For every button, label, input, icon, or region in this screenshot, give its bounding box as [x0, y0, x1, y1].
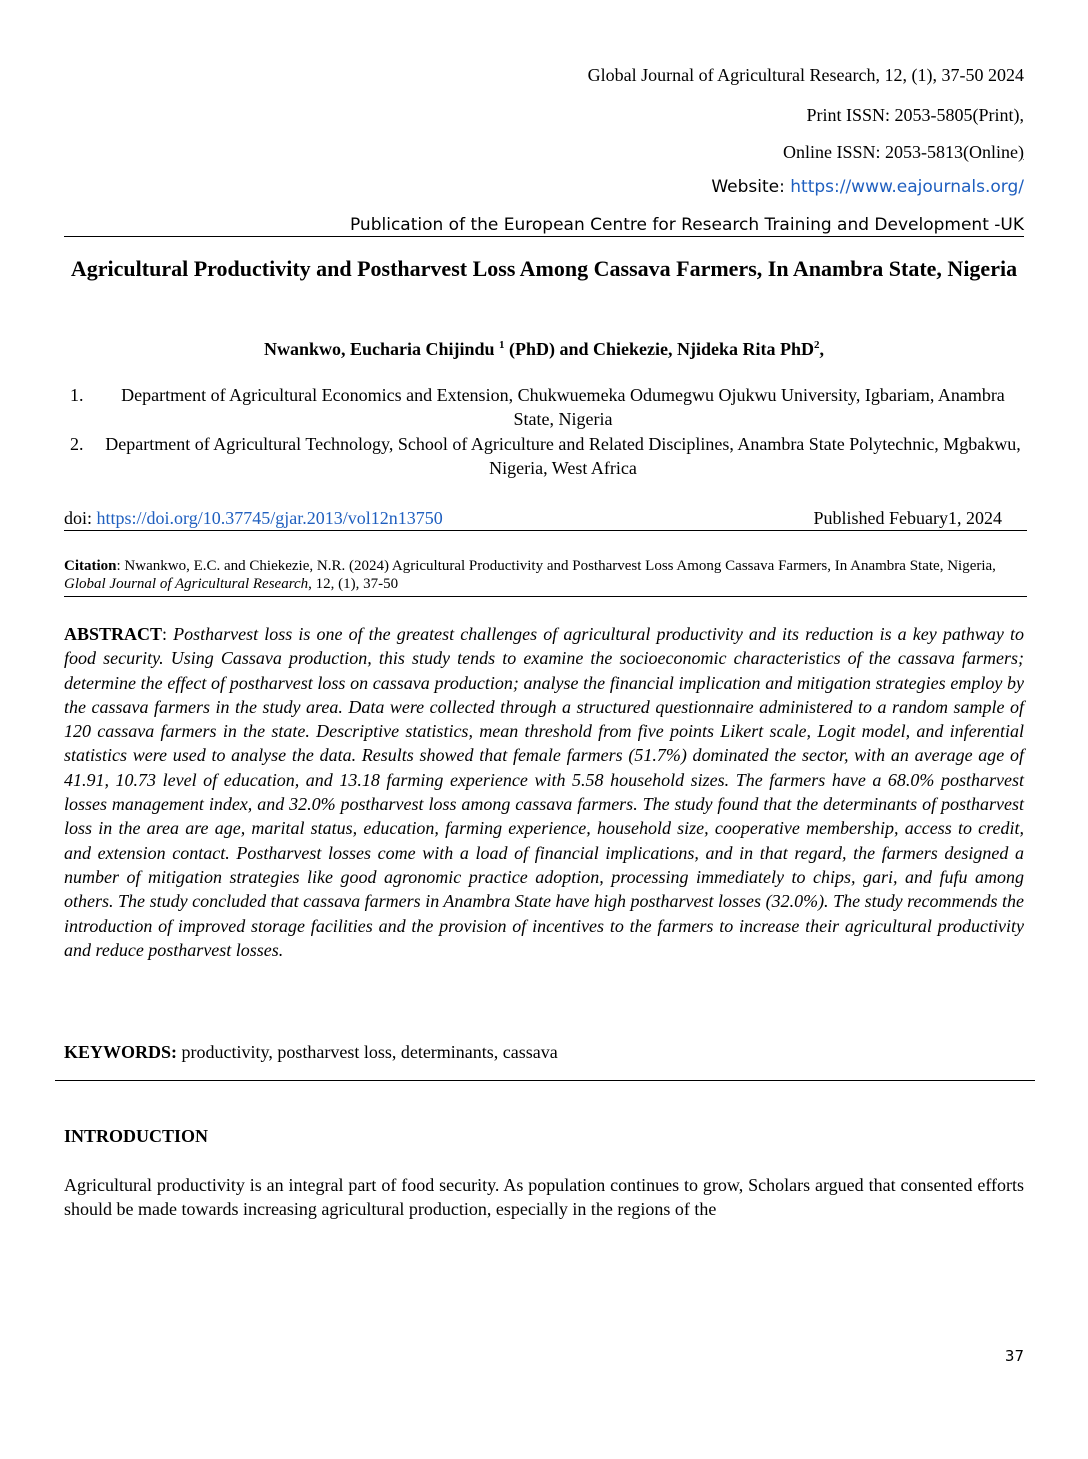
authors-line: Nwankwo, Eucharia Chijindu $^1$ (PhD) and Chiekezie, Njideka Rita PhD$^2$,: [263, 339, 825, 359]
online-issn: Online ISSN: 2053-5813(Online): [783, 142, 1024, 162]
page-number: 37: [1004, 1347, 1024, 1365]
doi-line: doi: https://doi.org/10.37745/gjar.2013/vol12n13750: [64, 508, 443, 528]
doi-link[interactable]: https://doi.org/10.37745/gjar.2013/vol12n13750: [96, 508, 443, 528]
website-link[interactable]: https://www.eajournals.org/: [790, 177, 1024, 197]
introduction-heading: INTRODUCTION: [64, 1126, 209, 1146]
website-label: Website:: [711, 177, 791, 197]
keywords-divider: [55, 1080, 1035, 1081]
keywords: KEYWORDS: productivity, postharvest loss, determinants, cassava: [64, 1042, 558, 1062]
abstract-text: Postharvest loss is one of the greatest challenges of agricultural productivity and its reduction is a key pathway to food security. Using Cassava production, this study tends to examine the socioeconomic characteristics of the cassava farmers; determine the effect of postharvest loss on cassava production; analyse the financial implication and mitigation strategies employ by the cassava farmers in the study area. Data were collected through a structured questionnaire administered to a random sample of 120 cassava farmers in the state. Descriptive statistics, mean threshold from five points Likert scale, Logit model, and inferential statistics were used to analyse the data. Results showed that female farmers (51.7%) dominated the sector, with an average age of 41.91, 10.73 level of education, and 13.18 farming experience with 5.58 household sizes. The farmers have a 68.0% postharvest losses management index, and 32.0% postharvest loss among cassava farmers. The study found that the determinants of postharvest loss in the area are age, marital status, education, farming experience, household size, cooperative membership, access to credit, and extension contact. Postharvest losses come with a load of financial implications, and in that regard, the farmers designed a number of mitigation strategies like good agronomic practice adoption, processing immediately to chips, gari, and fufu among others. The study concluded that cassava farmers in Anambra State have high postharvest losses (32.0%). The study recommends the introduction of improved storage facilities and the provision of incentives to the farmers to increase their agricultural productivity and reduce postharvest losses.: [64, 624, 1024, 960]
abstract-label: ABSTRACT: [64, 624, 163, 644]
header-divider: [64, 236, 1024, 237]
article-title: Agricultural Productivity and Postharvest Loss Among Cassava Farmers, In Anambra State, Nigeria: [70, 256, 1018, 281]
publisher-line: Publication of the European Centre for Research Training and Development -UK: [349, 215, 1024, 235]
website-line: [711, 176, 1024, 198]
doi-divider: [64, 530, 1027, 531]
published-date: Published Febuary1, 2024: [813, 508, 1002, 528]
journal-citation-line: Global Journal of Agricultural Research, 12, (1), 37-50 2024: [587, 65, 1024, 85]
affiliation-2: 2. Department of Agricultural Technology, School of Agriculture and Related Disciplines, Anambra State Polytechnic, Mgbakwu, Nigeria, West Africa: [70, 434, 1021, 478]
citation: Citation: Nwankwo, E.C. and Chiekezie, N.R. (2024) Agricultural Productivity and Postharvest Loss Among Cassava Farmers, In Anambra State, Nigeria, Global Journal of Agricultural Research, 12, (1), 37-50: [64, 558, 996, 592]
print-issn: Print ISSN: 2053-5805(Print),: [806, 105, 1024, 125]
citation-divider: [64, 596, 1027, 597]
abstract: ABSTRACT: Postharvest loss is one of the greatest challenges of agricultural productivity and its reduction is a key pathway to food security. Using Cassava production, this study tends to examine the socioeconomic characteristics of the cassava farmers; determine the effect of postharvest loss on cassava production; analyse the financial implication and mitigation strategies employ by the cassava farmers in the study area. Data were collected through a structured questionnaire administered to a random sample of 120 cassava farmers in the state. Descriptive statistics, mean threshold from five points Likert scale, Logit model, and inferential statistics were used to analyse the data. Results showed that female farmers (51.7%) dominated the sector, with an average age of 41.91, 10.73 level of education, and 13.18 farming experience with 5.58 household sizes. The farmers have a 68.0% postharvest losses management index, and 32.0% postharvest loss among cassava farmers. The study found that the determinants of postharvest loss in the area are age, marital status, education, farming experience, household size, cooperative membership, access to credit, and extension contact. Postharvest losses come with a load of financial implications, and in that regard, the farmers designed a number of mitigation strategies like good agronomic practice adoption, processing immediately to chips, gari, and fufu among others. The study concluded that cassava farmers in Anambra State have high postharvest losses (32.0%). The study recommends the introduction of improved storage facilities and the provision of incentives to the farmers to increase their agricultural productivity and reduce postharvest losses.: [64, 624, 1024, 960]
introduction-paragraph: Agricultural productivity is an integral part of food security. As population continues to grow, Scholars argued that consented efforts should be made towards increasing agricultural production, especially in the regions of the: [64, 1175, 1024, 1219]
affiliation-1: 1. Department of Agricultural Economics and Extension, Chukwuemeka Odumegwu Ojukwu University, Igbariam, Anambra State, Nigeria: [70, 385, 1005, 429]
